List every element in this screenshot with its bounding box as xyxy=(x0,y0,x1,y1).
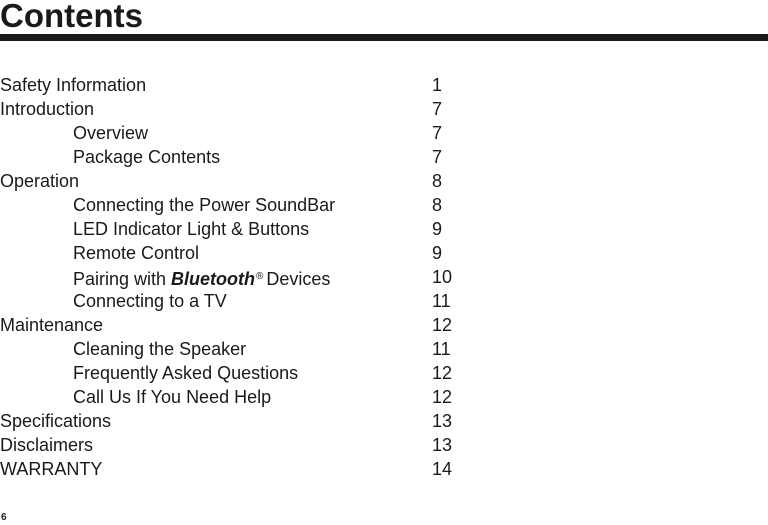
toc-entry-label: Cleaning the Speaker xyxy=(73,339,247,359)
toc-entry-pairing-bluetooth xyxy=(0,265,470,289)
toc-entry-label: Operation xyxy=(0,171,80,191)
toc-entry-overview xyxy=(0,121,470,145)
toc-label-after: Devices xyxy=(266,269,331,289)
toc-entry-label: Package Contents xyxy=(73,147,221,167)
title-divider xyxy=(0,34,768,41)
toc-entry-page: 7 xyxy=(432,123,443,143)
toc-entry-page: 9 xyxy=(432,243,443,263)
toc-entry-label: Disclaimers xyxy=(0,435,94,455)
toc-entry-faq xyxy=(0,361,470,385)
toc-entry-label: LED Indicator Light & Buttons xyxy=(73,219,310,239)
page-number: 6 xyxy=(1,512,7,523)
toc-entry-label: Overview xyxy=(73,123,149,143)
toc-entry-page: 12 xyxy=(432,315,453,335)
bluetooth-brand-text: Bluetooth xyxy=(171,269,256,289)
toc-entry-safety-information xyxy=(0,73,470,97)
toc-entry-operation xyxy=(0,169,470,193)
page-title: Contents xyxy=(0,0,143,34)
table-of-contents xyxy=(0,73,470,481)
toc-entry-page: 12 xyxy=(432,363,453,383)
toc-entry-label: Connecting to a TV xyxy=(73,291,227,311)
toc-entry-label: Call Us If You Need Help xyxy=(73,387,272,407)
toc-entry-disclaimers xyxy=(0,433,470,457)
toc-entry-page: 8 xyxy=(432,171,443,191)
toc-entry-label: WARRANTY xyxy=(0,459,103,479)
toc-entry-maintenance xyxy=(0,313,470,337)
toc-entry-page: 9 xyxy=(432,219,443,239)
toc-entry-label: Safety Information xyxy=(0,75,147,95)
toc-entry-label: Remote Control xyxy=(73,243,200,263)
toc-entry-connecting-tv xyxy=(0,289,470,313)
toc-entry-label: Specifications xyxy=(0,411,112,431)
toc-entry-page: 7 xyxy=(432,99,443,119)
toc-entry-specifications xyxy=(0,409,470,433)
toc-entry-page: 13 xyxy=(432,411,453,431)
toc-entry-connecting-power-soundbar xyxy=(0,193,470,217)
toc-entry-label: Frequently Asked Questions xyxy=(73,363,299,383)
toc-entry-label xyxy=(73,265,330,291)
toc-entry-label: Connecting the Power SoundBar xyxy=(73,195,336,215)
toc-entry-call-us xyxy=(0,385,470,409)
toc-entry-label: Maintenance xyxy=(0,315,104,335)
toc-entry-warranty xyxy=(0,457,470,481)
toc-entry-page: 10 xyxy=(432,267,453,287)
toc-entry-page: 11 xyxy=(432,339,451,359)
toc-entry-label: Introduction xyxy=(0,99,95,119)
toc-entry-remote-control xyxy=(0,241,470,265)
toc-entry-page: 12 xyxy=(432,387,453,407)
toc-entry-page: 8 xyxy=(432,195,443,215)
toc-label-before: Pairing with xyxy=(73,269,172,289)
toc-entry-cleaning-speaker xyxy=(0,337,470,361)
toc-entry-page: 11 xyxy=(432,291,451,311)
toc-entry-introduction xyxy=(0,97,470,121)
toc-entry-page: 1 xyxy=(432,75,443,95)
toc-entry-page: 7 xyxy=(432,147,443,167)
toc-entry-led-indicator xyxy=(0,217,470,241)
registered-mark: ® xyxy=(256,271,264,282)
toc-entry-page: 13 xyxy=(432,435,453,455)
toc-entry-package-contents xyxy=(0,145,470,169)
toc-entry-page: 14 xyxy=(432,459,453,479)
